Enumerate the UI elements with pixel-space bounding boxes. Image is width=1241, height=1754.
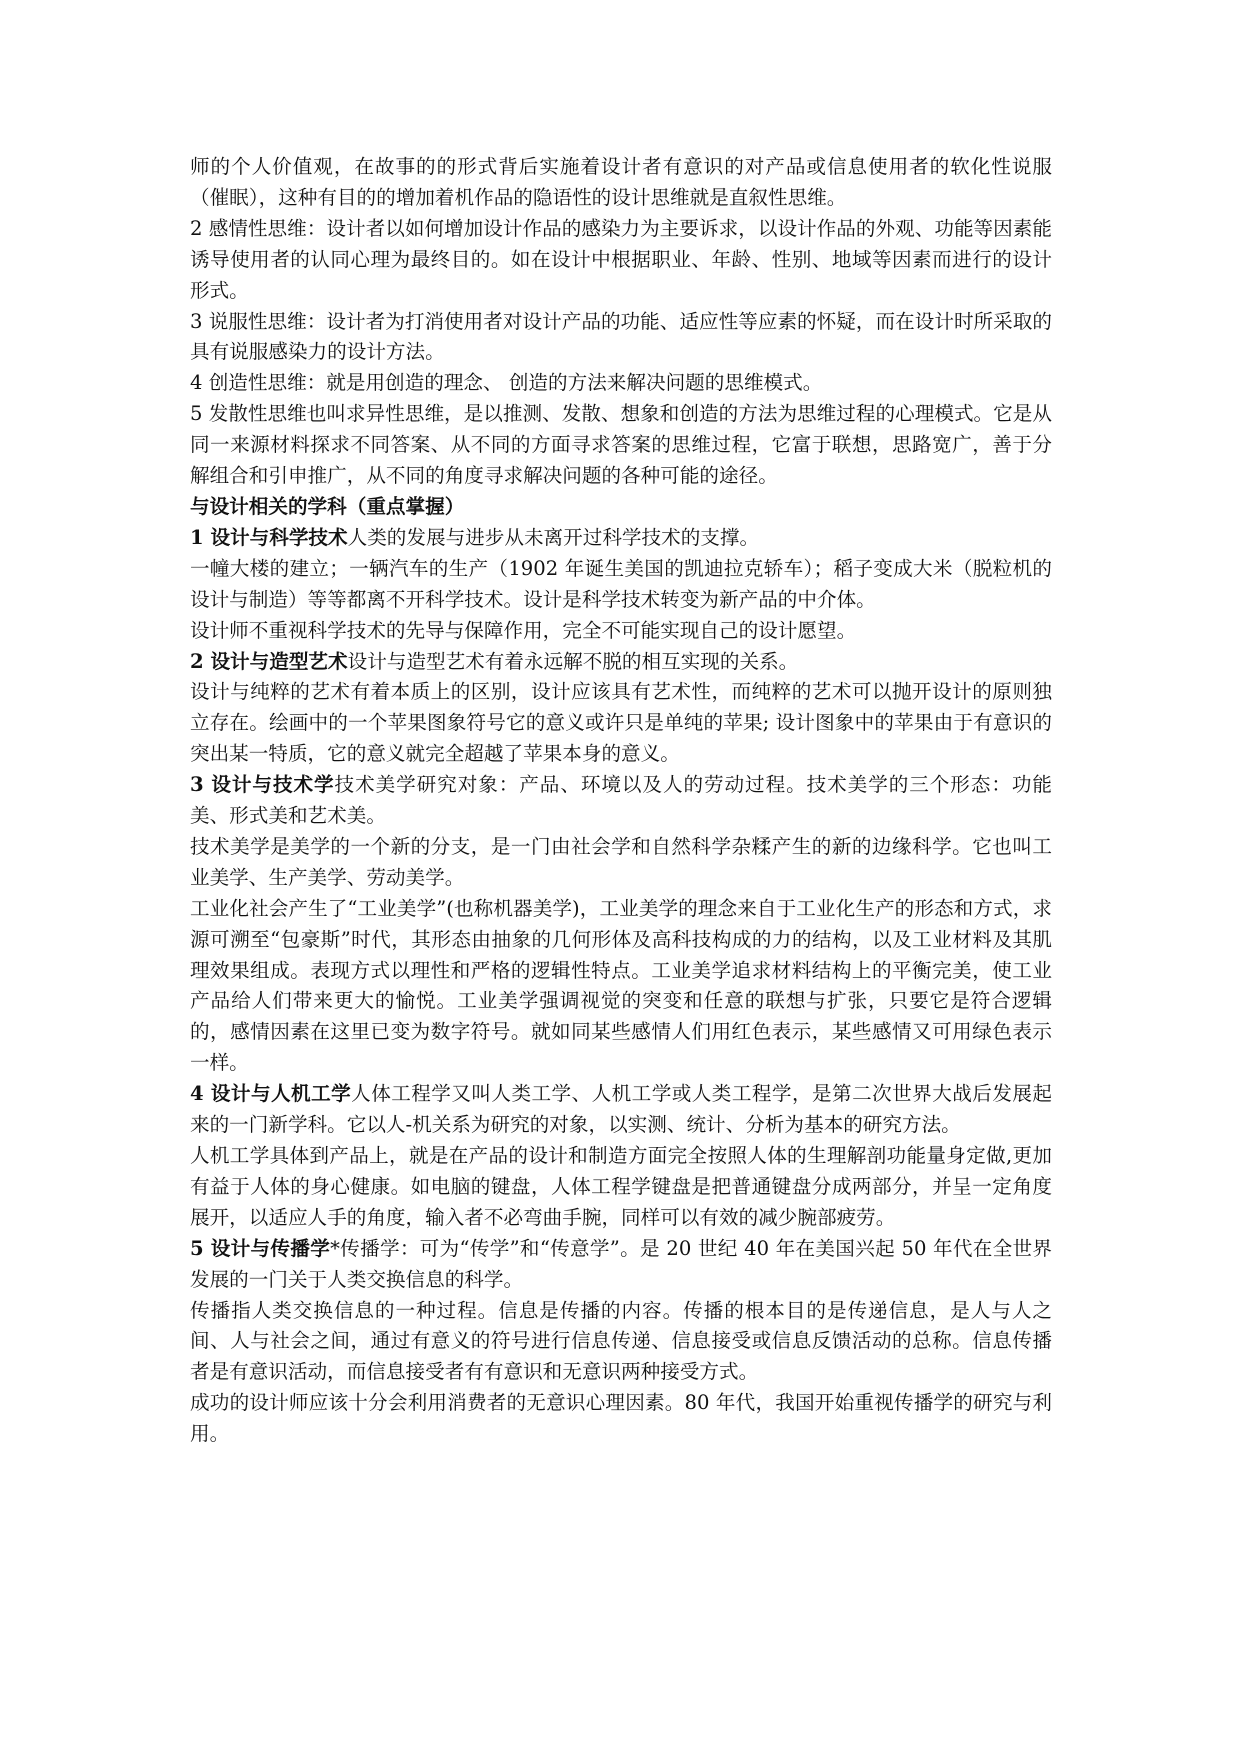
paragraph-text: 人机工学具体到产品上，就是在产品的设计和制造方面完全按照人体的生理解剖功能量身定做,更加有益于人体的身心健康。如电脑的键盘，人体工程学键盘是把普通键盘分成两部分，并呈一定角度展开，以适应人手的角度，输入者不必弯曲手腕，同样可以有效的减少腕部疲劳。: [190, 1144, 1052, 1229]
paragraph-creative-thinking: [190, 368, 1052, 399]
paragraph-text: 5 发散性思维也叫求异性思维，是以推测、发散、想象和创造的方法为思维过程的心理模式。它是从同一来源材料探求不同答案、从不同的方面寻求答案的思维过程，它富于联想，思路宽广，善于分解组合和引申推广，从不同的角度寻求解决问题的各种可能的途径。: [190, 402, 1052, 488]
paragraph-communication-designers: [190, 1388, 1052, 1450]
paragraph-design-and-technical-aesthetics: [190, 770, 1052, 832]
paragraph-persuasive-thinking: [190, 307, 1052, 369]
paragraph-text: 工业化社会产生了“工业美学”(也称机器美学)，工业美学的理念来自于工业化生产的形态和方式，求源可溯至“包豪斯”时代，其形态由抽象的几何形体及高科技构成的力的结构，以及工业材料及其肌理效果组成。表现方式以理性和严格的逻辑性特点。工业美学追求材料结构上的平衡完美，使工业产品给人们带来更大的愉悦。工业美学强调视觉的突变和任意的联想与扩张，只要它是符合逻辑的，感情因素在这里已变为数字符号。就如同某些感情人们用红色表示，某些感情又可用绿色表示一样。: [190, 896, 1052, 1075]
paragraph-design-and-art: [190, 647, 1052, 678]
paragraph-text: *传播学：可为“传学”和“传意学”。是 20 世纪 40 年在美国兴起 50 年代在全世界发展的一门关于人类交换信息的科学。: [190, 1236, 1052, 1291]
paragraph-text: 一幢大楼的建立；一辆汽车的生产（1902 年诞生美国的凯迪拉克轿车）；稻子变成大米（脱粒机的设计与制造）等等都离不开科学技术。设计是科学技术转变为新产品的中介体。: [190, 556, 1052, 611]
document-page: [190, 152, 1052, 1450]
paragraph-divergent-thinking: [190, 399, 1052, 492]
section-heading-related-disciplines: [190, 492, 1052, 523]
paragraph-text: 师的个人价值观，在故事的的形式背后实施着设计者有意识的对产品或信息使用者的软化性说服（催眠），这种有目的的增加着机作品的隐语性的设计思维就是直叙性思维。: [190, 155, 1052, 209]
subheading: 4 设计与人机工学: [190, 1082, 352, 1106]
paragraph-text: 4 创造性思维：就是用创造的理念、 创造的方法来解决问题的思维模式。: [190, 371, 823, 395]
subheading: 5 设计与传播学: [190, 1236, 331, 1260]
paragraph-emotional-thinking: [190, 214, 1052, 307]
paragraph-industrial-aesthetics: [190, 894, 1052, 1079]
paragraph-design-and-communication: [190, 1234, 1052, 1296]
paragraph-text: 人类的发展与进步从未离开过科学技术的支撑。: [347, 525, 760, 549]
paragraph-text: 成功的设计师应该十分会利用消费者的无意识心理因素。80 年代，我国开始重视传播学的研究与利用。: [190, 1391, 1052, 1446]
paragraph-text: 传播指人类交换信息的一种过程。信息是传播的内容。传播的根本目的是传递信息，是人与人之间、人与社会之间，通过有意义的符号进行信息传递、信息接受或信息反馈活动的总称。信息传播者是有意识活动，而信息接受者有有意识和无意识两种接受方式。: [190, 1298, 1052, 1384]
subheading: 3 设计与技术学: [190, 773, 335, 797]
paragraph-communication-definition: [190, 1296, 1052, 1389]
section-heading: 与设计相关的学科（重点掌握）: [190, 494, 465, 518]
paragraph-text: 设计师不重视科学技术的先导与保障作用，完全不可能实现自己的设计愿望。: [190, 618, 857, 642]
paragraph-text: 人体工程学又叫人类工学、人机工学或人类工程学，是第二次世界大战后发展起来的一门新学科。它以人-机关系为研究的对象，以实测、统计、分析为基本的研究方法。: [190, 1082, 1052, 1137]
paragraph-design-and-technology: [190, 523, 1052, 554]
paragraph-art-difference: [190, 677, 1052, 770]
subheading: 1 设计与科学技术: [190, 525, 348, 549]
paragraph-technology-examples: [190, 554, 1052, 616]
subheading: 2 设计与造型艺术: [190, 649, 348, 673]
paragraph-technology-role: [190, 616, 1052, 647]
paragraph-text: 设计与造型艺术有着永远解不脱的相互实现的关系。: [347, 649, 799, 673]
paragraph-text: 2 感情性思维：设计者以如何增加设计作品的感染力为主要诉求，以设计作品的外观、功能等因素能诱导使用者的认同心理为最终目的。如在设计中根据职业、年龄、性别、地域等因素而进行的设计形式。: [190, 216, 1052, 302]
paragraph-intuitive-thinking-cont: [190, 152, 1052, 214]
paragraph-technical-aesthetics-definition: [190, 832, 1052, 894]
paragraph-text: 技术美学是美学的一个新的分支，是一门由社会学和自然科学杂糅产生的新的边缘科学。它也叫工业美学、生产美学、劳动美学。: [190, 834, 1052, 889]
paragraph-text: 设计与纯粹的艺术有着本质上的区别，设计应该具有艺术性，而纯粹的艺术可以抛开设计的原则独立存在。绘画中的一个苹果图象符号它的意义或许只是单纯的苹果; 设计图象中的苹果由于有意识的突出某一特质，它的意义就完全超越了苹果本身的意义。: [190, 680, 1052, 766]
paragraph-text: 技术美学研究对象：产品、环境以及人的劳动过程。技术美学的三个形态：功能美、形式美和艺术美。: [190, 773, 1052, 828]
paragraph-design-and-ergonomics: [190, 1079, 1052, 1141]
paragraph-ergonomics-products: [190, 1141, 1052, 1234]
paragraph-text: 3 说服性思维：设计者为打消使用者对设计产品的功能、适应性等应素的怀疑，而在设计时所采取的具有说服感染力的设计方法。: [190, 309, 1052, 364]
